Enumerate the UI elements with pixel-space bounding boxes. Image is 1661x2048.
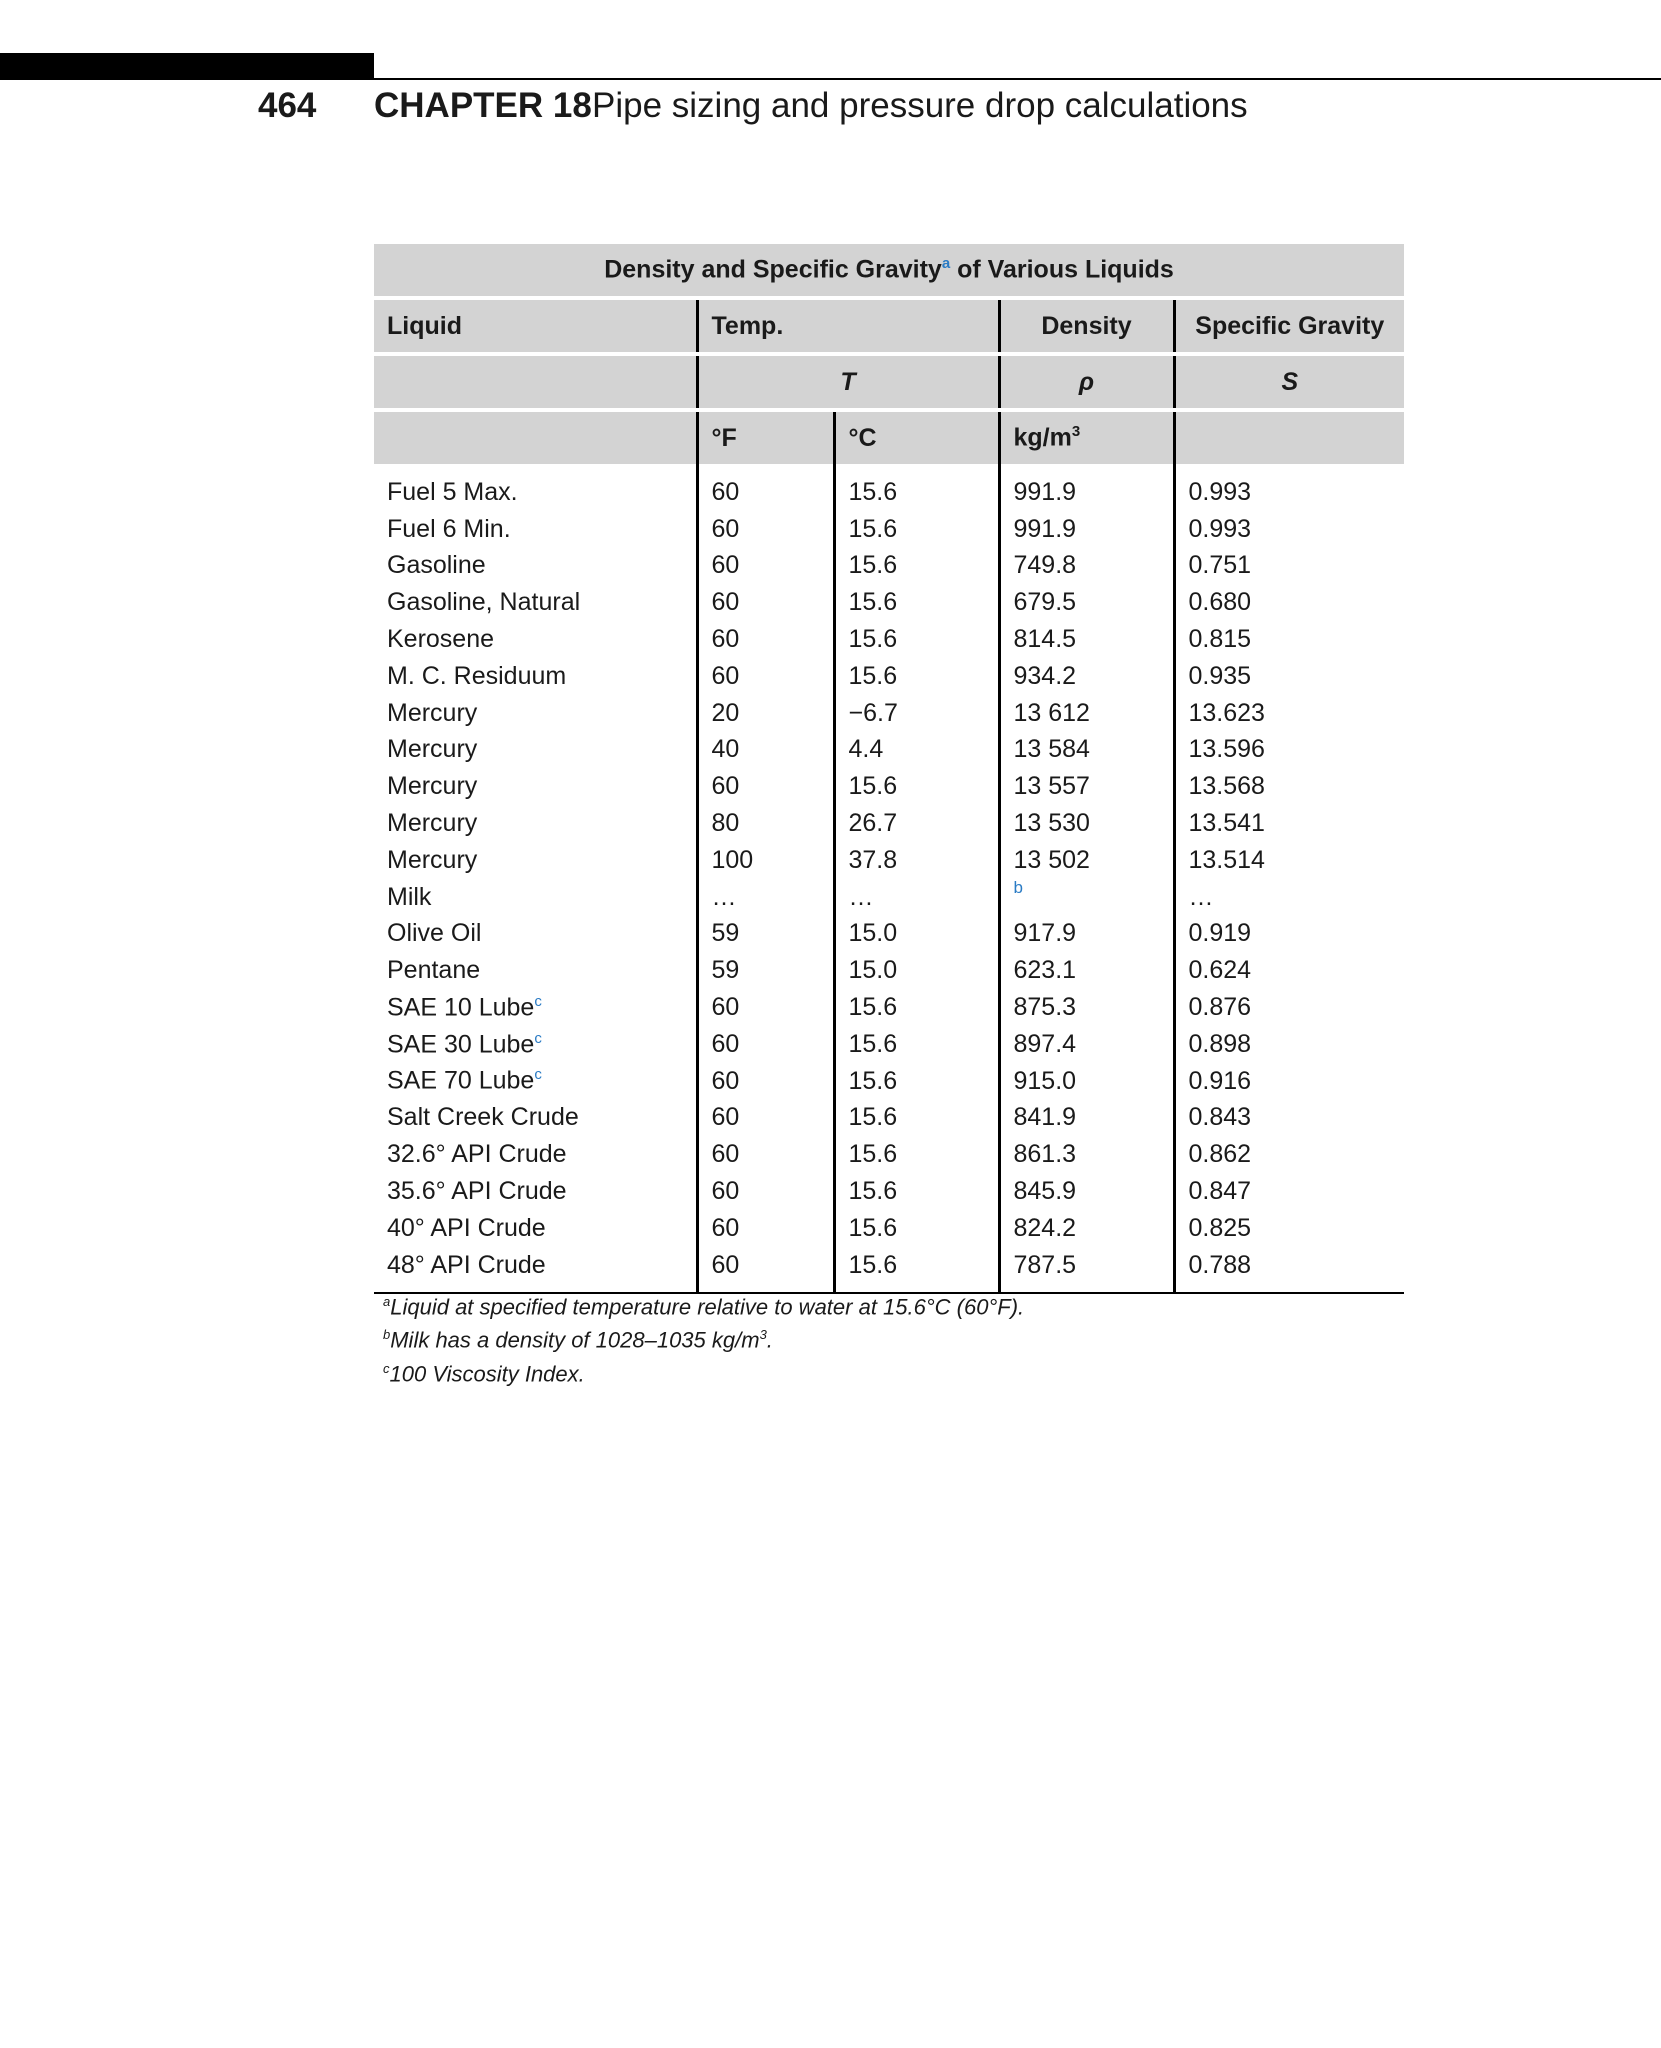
density-value: 991.9 (1013, 514, 1077, 543)
cell-temp-c: −6.7 (834, 695, 999, 732)
cell-specific-gravity: 0.916 (1174, 1063, 1404, 1100)
liquid-name: 35.6° API Crude (387, 1177, 567, 1206)
cell-liquid (374, 1063, 697, 1100)
cell-specific-gravity: 0.815 (1174, 621, 1404, 658)
cell-liquid (374, 952, 697, 989)
cell-temp-f: 60 (697, 511, 834, 548)
cell-specific-gravity: 0.993 (1174, 511, 1404, 548)
liquid-name: Mercury (387, 772, 478, 801)
footnote-text: Milk has a density of 1028–1035 kg/m (390, 1327, 760, 1353)
cell-specific-gravity: 0.876 (1174, 989, 1404, 1026)
table-row (374, 732, 1404, 769)
cell-temp-c: 15.6 (834, 464, 999, 511)
cell-temp-c: 15.6 (834, 768, 999, 805)
liquid-footnote-ref[interactable]: c (534, 1066, 542, 1084)
density-value: 915.0 (1013, 1066, 1077, 1095)
table-row (374, 584, 1404, 621)
table-row (374, 1026, 1404, 1063)
header-density: Density (999, 298, 1174, 354)
cell-specific-gravity: 0.935 (1174, 658, 1404, 695)
density-value: 875.3 (1013, 993, 1077, 1022)
cell-specific-gravity: 0.898 (1174, 1026, 1404, 1063)
header-rule-thick (0, 53, 374, 80)
cell-liquid (374, 1173, 697, 1210)
density-value: 787.5 (1013, 1250, 1077, 1279)
cell-temp-c: 4.4 (834, 732, 999, 769)
cell-temp-c: 15.6 (834, 584, 999, 621)
liquid-name: 32.6° API Crude (387, 1140, 567, 1169)
density-value: 845.9 (1013, 1177, 1077, 1206)
cell-liquid (374, 511, 697, 548)
table-title-footnote-ref[interactable]: a (941, 255, 951, 273)
header-unit-c: °C (834, 410, 999, 464)
cell-temp-f: 59 (697, 916, 834, 953)
cell-liquid (374, 584, 697, 621)
table-row (374, 1136, 1404, 1173)
table-row (374, 464, 1404, 511)
cell-liquid (374, 805, 697, 842)
cell-temp-f: 60 (697, 1247, 834, 1293)
cell-temp-c: … (834, 879, 999, 916)
density-value: 814.5 (1013, 625, 1077, 654)
table-row (374, 1210, 1404, 1247)
table-row (374, 695, 1404, 732)
cell-temp-c: 15.6 (834, 989, 999, 1026)
density-value: 13 502 (1013, 845, 1090, 874)
cell-temp-c: 15.6 (834, 1063, 999, 1100)
cell-specific-gravity: 0.825 (1174, 1210, 1404, 1247)
density-value: 897.4 (1013, 1029, 1077, 1058)
cell-temp-f: 59 (697, 952, 834, 989)
cell-temp-c: 15.6 (834, 1026, 999, 1063)
cell-specific-gravity: 0.993 (1174, 464, 1404, 511)
cell-temp-f: 60 (697, 1063, 834, 1100)
cell-temp-c: 15.6 (834, 1100, 999, 1137)
chapter-title: Pipe sizing and pressure drop calculations (592, 86, 1248, 125)
liquid-name: SAE 70 Lube (387, 1066, 535, 1095)
footnote (383, 1288, 1024, 1321)
cell-density (999, 621, 1174, 658)
cell-temp-f: 60 (697, 989, 834, 1026)
cell-density (999, 1136, 1174, 1173)
cell-density (999, 916, 1174, 953)
header-unit-f: °F (697, 410, 834, 464)
cell-specific-gravity: 13.596 (1174, 732, 1404, 769)
cell-specific-gravity: 13.623 (1174, 695, 1404, 732)
cell-temp-f: 60 (697, 548, 834, 585)
header-symbol-empty (374, 354, 697, 410)
footnote-mark: c (383, 1360, 390, 1376)
cell-specific-gravity: 0.680 (1174, 584, 1404, 621)
cell-density (999, 511, 1174, 548)
density-value: 13 612 (1013, 698, 1090, 727)
table-row (374, 1173, 1404, 1210)
cell-liquid (374, 1026, 697, 1063)
liquid-name: 48° API Crude (387, 1250, 546, 1279)
density-value: 824.2 (1013, 1213, 1077, 1242)
liquid-name: Fuel 5 Max. (387, 477, 518, 506)
liquid-name: Gasoline, Natural (387, 588, 581, 617)
cell-specific-gravity: … (1174, 879, 1404, 916)
liquid-name: Mercury (387, 845, 478, 874)
cell-temp-f: 80 (697, 805, 834, 842)
liquid-name: Gasoline (387, 551, 486, 580)
cell-specific-gravity: 13.541 (1174, 805, 1404, 842)
table-row (374, 768, 1404, 805)
cell-density (999, 805, 1174, 842)
cell-specific-gravity: 0.919 (1174, 916, 1404, 953)
unit-density-base: kg/m (1013, 423, 1072, 452)
cell-specific-gravity: 0.751 (1174, 548, 1404, 585)
table-row (374, 548, 1404, 585)
cell-temp-c: 15.6 (834, 658, 999, 695)
cell-temp-c: 15.6 (834, 1173, 999, 1210)
cell-liquid (374, 1136, 697, 1173)
footnote-tail: . (766, 1327, 773, 1353)
table-row (374, 842, 1404, 879)
cell-specific-gravity: 13.568 (1174, 768, 1404, 805)
density-table-container (374, 244, 1404, 1294)
cell-specific-gravity: 0.788 (1174, 1247, 1404, 1293)
header-unit-sg (1174, 410, 1404, 464)
cell-density (999, 1026, 1174, 1063)
liquid-name: Salt Creek Crude (387, 1103, 579, 1132)
header-specific-gravity: Specific Gravity (1174, 298, 1404, 354)
liquid-name: Mercury (387, 735, 478, 764)
cell-temp-f: 60 (697, 1026, 834, 1063)
footnote-text: 100 Viscosity Index. (389, 1360, 585, 1386)
table-title-rest: of Various Liquids (950, 255, 1174, 284)
unit-density-exponent: 3 (1071, 423, 1081, 441)
cell-liquid (374, 1247, 697, 1293)
table-title (374, 244, 1404, 298)
cell-specific-gravity: 0.843 (1174, 1100, 1404, 1137)
cell-temp-f: 20 (697, 695, 834, 732)
cell-density (999, 1210, 1174, 1247)
liquid-name: Pentane (387, 956, 481, 985)
cell-specific-gravity: 0.862 (1174, 1136, 1404, 1173)
header-unit-density (999, 410, 1174, 464)
cell-density (999, 842, 1174, 879)
density-footnote-ref[interactable]: b (1013, 877, 1023, 897)
cell-liquid (374, 658, 697, 695)
footnote (383, 1321, 1024, 1354)
density-value: 749.8 (1013, 551, 1077, 580)
cell-temp-c: 15.6 (834, 1247, 999, 1293)
liquid-name: Mercury (387, 809, 478, 838)
footnote-text: Liquid at specified temperature relative to water at 15.6°C (60°F). (390, 1294, 1025, 1320)
cell-temp-f: … (697, 879, 834, 916)
density-value: 13 557 (1013, 772, 1090, 801)
cell-temp-f: 60 (697, 1100, 834, 1137)
table-row (374, 989, 1404, 1026)
liquid-name: Milk (387, 882, 432, 911)
cell-temp-c: 15.0 (834, 952, 999, 989)
header-liquid: Liquid (374, 298, 697, 354)
page-number: 464 (258, 86, 317, 125)
table-row (374, 1100, 1404, 1137)
cell-specific-gravity: 13.514 (1174, 842, 1404, 879)
density-value: 623.1 (1013, 956, 1077, 985)
cell-temp-c: 15.6 (834, 511, 999, 548)
header-unit-empty (374, 410, 697, 464)
footnote-mark: b (383, 1327, 391, 1343)
table-row (374, 805, 1404, 842)
density-table (374, 244, 1404, 1294)
cell-temp-f: 60 (697, 1210, 834, 1247)
cell-temp-c: 15.6 (834, 1210, 999, 1247)
table-row (374, 511, 1404, 548)
cell-density (999, 952, 1174, 989)
footnote (383, 1355, 1024, 1388)
table-row (374, 621, 1404, 658)
cell-temp-c: 37.8 (834, 842, 999, 879)
liquid-name: SAE 10 Lube (387, 993, 535, 1022)
cell-density (999, 548, 1174, 585)
cell-density (999, 1063, 1174, 1100)
cell-temp-f: 60 (697, 1173, 834, 1210)
cell-density (999, 584, 1174, 621)
cell-density (999, 732, 1174, 769)
density-value: 13 584 (1013, 735, 1090, 764)
density-value: 841.9 (1013, 1103, 1077, 1132)
cell-density (999, 1173, 1174, 1210)
table-row (374, 658, 1404, 695)
cell-temp-f: 60 (697, 621, 834, 658)
liquid-name: 40° API Crude (387, 1213, 546, 1242)
liquid-name: Fuel 6 Min. (387, 514, 511, 543)
cell-liquid (374, 548, 697, 585)
liquid-name: SAE 30 Lube (387, 1030, 535, 1059)
table-row (374, 879, 1404, 916)
density-value: 679.5 (1013, 588, 1077, 617)
liquid-footnote-ref[interactable]: c (534, 1029, 542, 1047)
header-symbol-temp: T (697, 354, 999, 410)
density-value: 861.3 (1013, 1140, 1077, 1169)
liquid-name: Mercury (387, 698, 478, 727)
cell-temp-f: 60 (697, 464, 834, 511)
cell-liquid (374, 768, 697, 805)
table-footnotes (383, 1288, 1024, 1388)
table-row (374, 952, 1404, 989)
cell-temp-f: 40 (697, 732, 834, 769)
cell-liquid (374, 621, 697, 658)
chapter-label: CHAPTER 18 (374, 86, 592, 125)
cell-liquid (374, 842, 697, 879)
table-title-text: Density and Specific Gravity (604, 255, 942, 284)
cell-temp-f: 60 (697, 768, 834, 805)
cell-density (999, 658, 1174, 695)
density-value: 917.9 (1013, 919, 1077, 948)
cell-density (999, 464, 1174, 511)
liquid-name: Olive Oil (387, 919, 482, 948)
cell-temp-c: 26.7 (834, 805, 999, 842)
cell-liquid (374, 695, 697, 732)
cell-density (999, 1247, 1174, 1293)
cell-temp-f: 100 (697, 842, 834, 879)
header-symbol-sg: S (1174, 354, 1404, 410)
table-row (374, 1063, 1404, 1100)
cell-temp-c: 15.6 (834, 1136, 999, 1173)
density-value: 13 530 (1013, 809, 1090, 838)
cell-temp-f: 60 (697, 658, 834, 695)
cell-density (999, 879, 1174, 916)
liquid-name: M. C. Residuum (387, 661, 567, 690)
cell-temp-c: 15.6 (834, 548, 999, 585)
header-symbol-density: ρ (999, 354, 1174, 410)
table-body (374, 464, 1404, 1293)
cell-liquid (374, 989, 697, 1026)
table-row (374, 1247, 1404, 1293)
density-value: 991.9 (1013, 477, 1077, 506)
cell-specific-gravity: 0.624 (1174, 952, 1404, 989)
footnote-mark: a (383, 1294, 391, 1309)
cell-density (999, 695, 1174, 732)
cell-liquid (374, 464, 697, 511)
cell-temp-c: 15.0 (834, 916, 999, 953)
cell-liquid (374, 879, 697, 916)
cell-density (999, 989, 1174, 1026)
cell-temp-f: 60 (697, 584, 834, 621)
cell-temp-c: 15.6 (834, 621, 999, 658)
liquid-footnote-ref[interactable]: c (534, 992, 542, 1010)
density-value: 934.2 (1013, 661, 1077, 690)
cell-liquid (374, 1100, 697, 1137)
liquid-name: Kerosene (387, 625, 495, 654)
footnote-exponent: 3 (759, 1327, 767, 1343)
cell-liquid (374, 916, 697, 953)
cell-temp-f: 60 (697, 1136, 834, 1173)
cell-liquid (374, 1210, 697, 1247)
table-row (374, 916, 1404, 953)
cell-specific-gravity: 0.847 (1174, 1173, 1404, 1210)
cell-density (999, 1100, 1174, 1137)
header-temp: Temp. (697, 298, 999, 354)
cell-density (999, 768, 1174, 805)
cell-liquid (374, 732, 697, 769)
header-rule-thin (374, 78, 1661, 80)
